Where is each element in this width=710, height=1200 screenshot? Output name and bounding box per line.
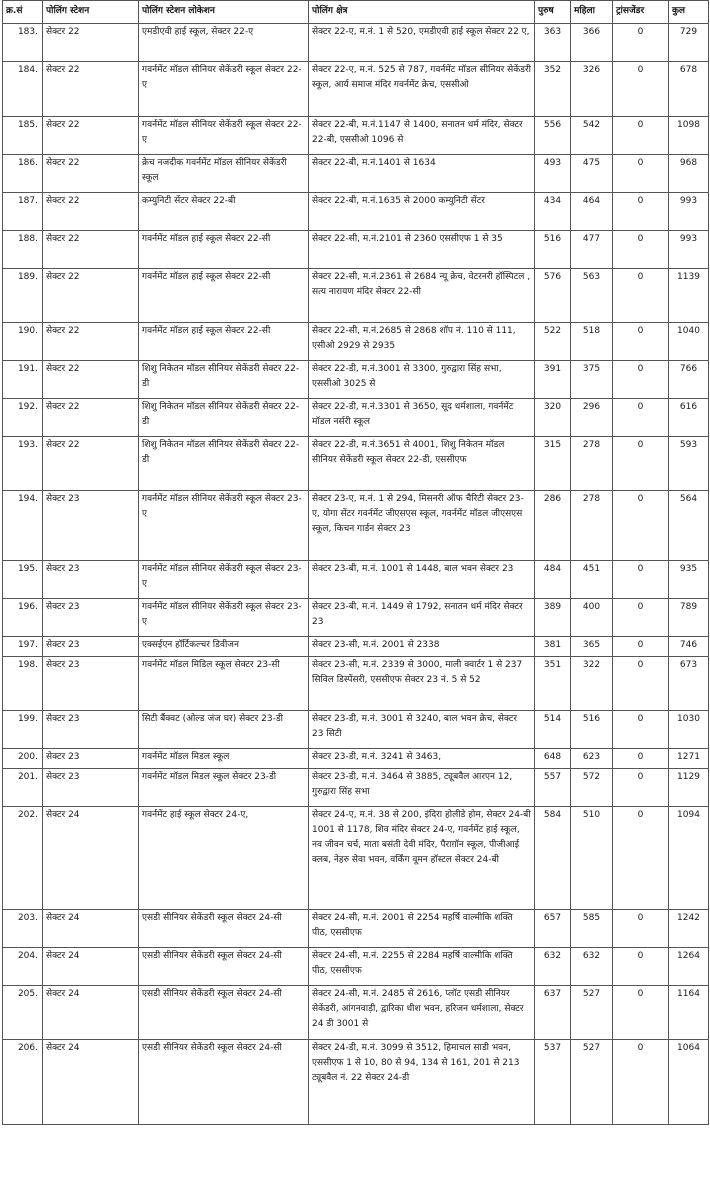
male-count-cell: 637 xyxy=(535,986,571,1040)
table-row xyxy=(3,193,709,231)
female-count-cell: 475 xyxy=(571,155,613,193)
serial-cell: 192. xyxy=(3,399,43,437)
transgender-count-cell: 0 xyxy=(613,769,669,807)
station-cell: सेक्टर 22 xyxy=(43,399,139,437)
location-cell: गवर्नमेंट मॉडल मिडल स्कूल xyxy=(139,749,309,769)
male-count-cell: 657 xyxy=(535,910,571,948)
transgender-count-cell: 0 xyxy=(613,269,669,323)
header-serial: क्र.सं xyxy=(3,1,43,24)
female-count-cell: 366 xyxy=(571,24,613,62)
total-count-cell: 1139 xyxy=(669,269,709,323)
serial-cell: 189. xyxy=(3,269,43,323)
serial-cell: 205. xyxy=(3,986,43,1040)
total-count-cell: 766 xyxy=(669,361,709,399)
female-count-cell: 542 xyxy=(571,117,613,155)
total-count-cell: 993 xyxy=(669,193,709,231)
transgender-count-cell: 0 xyxy=(613,361,669,399)
table-row xyxy=(3,361,709,399)
total-count-cell: 993 xyxy=(669,231,709,269)
location-cell: शिशु निकेतन मॉडल सीनियर सेकेंडरी सेक्टर 22-डी xyxy=(139,437,309,491)
transgender-count-cell: 0 xyxy=(613,1040,669,1125)
total-count-cell: 593 xyxy=(669,437,709,491)
area-cell: सेक्टर 22-डी, म.नं.3001 से 3300, गुरुद्वारा सिंह सभा, एससीओ 3025 से xyxy=(309,361,535,399)
female-count-cell: 400 xyxy=(571,599,613,637)
male-count-cell: 493 xyxy=(535,155,571,193)
location-cell: गवर्नमेंट मॉडल सीनियर सेकेंडरी स्कूल सेक्टर 23-ए xyxy=(139,599,309,637)
table-row xyxy=(3,561,709,599)
header-location: पोलिंग स्टेशन लोकेशन xyxy=(139,1,309,24)
table-row xyxy=(3,749,709,769)
male-count-cell: 522 xyxy=(535,323,571,361)
station-cell: सेक्टर 22 xyxy=(43,269,139,323)
header-male: पुरुष xyxy=(535,1,571,24)
location-cell: एसडी सीनियर सेकेंडरी स्कूल सेक्टर 24-सी xyxy=(139,986,309,1040)
header-total: कुल xyxy=(669,1,709,24)
table-row xyxy=(3,231,709,269)
table-row xyxy=(3,637,709,657)
male-count-cell: 381 xyxy=(535,637,571,657)
location-cell: क्रेच नजदीक गवर्नमेंट मॉडल सीनियर सेकेंडरी स्कूल xyxy=(139,155,309,193)
station-cell: सेक्टर 23 xyxy=(43,637,139,657)
female-count-cell: 375 xyxy=(571,361,613,399)
location-cell: गवर्नमेंट हाई स्कूल सेक्टर 24-ए, xyxy=(139,807,309,910)
transgender-count-cell: 0 xyxy=(613,24,669,62)
transgender-count-cell: 0 xyxy=(613,749,669,769)
transgender-count-cell: 0 xyxy=(613,193,669,231)
transgender-count-cell: 0 xyxy=(613,231,669,269)
transgender-count-cell: 0 xyxy=(613,155,669,193)
table-row xyxy=(3,807,709,910)
male-count-cell: 516 xyxy=(535,231,571,269)
transgender-count-cell: 0 xyxy=(613,117,669,155)
male-count-cell: 352 xyxy=(535,62,571,117)
male-count-cell: 584 xyxy=(535,807,571,910)
table-row xyxy=(3,399,709,437)
serial-cell: 187. xyxy=(3,193,43,231)
station-cell: सेक्टर 23 xyxy=(43,491,139,561)
table-row xyxy=(3,62,709,117)
total-count-cell: 968 xyxy=(669,155,709,193)
serial-cell: 195. xyxy=(3,561,43,599)
transgender-count-cell: 0 xyxy=(613,910,669,948)
serial-cell: 186. xyxy=(3,155,43,193)
female-count-cell: 451 xyxy=(571,561,613,599)
station-cell: सेक्टर 22 xyxy=(43,193,139,231)
transgender-count-cell: 0 xyxy=(613,62,669,117)
location-cell: गवर्नमेंट मॉडल हाई स्कूल सेक्टर 22-सी xyxy=(139,269,309,323)
location-cell: गवर्नमेंट मॉडल हाई स्कूल सेक्टर 22-सी xyxy=(139,231,309,269)
male-count-cell: 537 xyxy=(535,1040,571,1125)
area-cell: सेक्टर 23-बी, म.नं. 1449 से 1792, सनातन धर्म मंदिर सेक्टर 23 xyxy=(309,599,535,637)
male-count-cell: 315 xyxy=(535,437,571,491)
transgender-count-cell: 0 xyxy=(613,599,669,637)
male-count-cell: 320 xyxy=(535,399,571,437)
table-row xyxy=(3,437,709,491)
female-count-cell: 632 xyxy=(571,948,613,986)
female-count-cell: 326 xyxy=(571,62,613,117)
area-cell: सेक्टर 23-डी, म.नं. 3464 से 3885, ट्यूबवैल आरएन 12, गुरुद्वारा सिंह सभा xyxy=(309,769,535,807)
station-cell: सेक्टर 23 xyxy=(43,711,139,749)
female-count-cell: 477 xyxy=(571,231,613,269)
total-count-cell: 1271 xyxy=(669,749,709,769)
station-cell: सेक्टर 22 xyxy=(43,155,139,193)
serial-cell: 206. xyxy=(3,1040,43,1125)
serial-cell: 183. xyxy=(3,24,43,62)
female-count-cell: 278 xyxy=(571,437,613,491)
area-cell: सेक्टर 24-ए, म.नं. 38 से 200, इंदिरा होलीडे होम, सेक्टर 24-बी 1001 से 1178, शिव मंदिर सेक्टर 24-ए, गवर्नमेंट हाई स्कूल, नव जीवन चर्च, माता बसंती देवी मंदिर, पैराग़ॉन स्कूल, पीजीआई क्लब, नेहरु सेवा भवन, वर्किंग वूमन हॉस्टल सेक्टर 24-बी xyxy=(309,807,535,910)
table-row xyxy=(3,986,709,1040)
header-station: पोलिंग स्टेशन xyxy=(43,1,139,24)
total-count-cell: 673 xyxy=(669,657,709,711)
area-cell: सेक्टर 22-डी, म.नं.3651 से 4001, शिशु निकेतन मॉडल सीनियर सेकेंडरी स्कूल सेक्टर 22-डी, एससीएफ xyxy=(309,437,535,491)
location-cell: एक्सईएन हॉर्टिकल्चर डिवीजन xyxy=(139,637,309,657)
location-cell: शिशु निकेतन मॉडल सीनियर सेकेंडरी सेक्टर 22-डी xyxy=(139,361,309,399)
station-cell: सेक्टर 23 xyxy=(43,769,139,807)
total-count-cell: 729 xyxy=(669,24,709,62)
female-count-cell: 527 xyxy=(571,1040,613,1125)
male-count-cell: 557 xyxy=(535,769,571,807)
transgender-count-cell: 0 xyxy=(613,807,669,910)
area-cell: सेक्टर 22-सी, म.नं.2685 से 2868 शॉप नं. 110 से 111, एसीओ 2929 से 2935 xyxy=(309,323,535,361)
area-cell: सेक्टर 23-डी, म.नं. 3241 से 3463, xyxy=(309,749,535,769)
transgender-count-cell: 0 xyxy=(613,399,669,437)
serial-cell: 198. xyxy=(3,657,43,711)
transgender-count-cell: 0 xyxy=(613,437,669,491)
serial-cell: 200. xyxy=(3,749,43,769)
total-count-cell: 746 xyxy=(669,637,709,657)
serial-cell: 197. xyxy=(3,637,43,657)
transgender-count-cell: 0 xyxy=(613,948,669,986)
station-cell: सेक्टर 22 xyxy=(43,361,139,399)
female-count-cell: 278 xyxy=(571,491,613,561)
area-cell: सेक्टर 22-सी, म.नं.2101 से 2360 एससीएफ 1 से 35 xyxy=(309,231,535,269)
station-cell: सेक्टर 23 xyxy=(43,599,139,637)
table-row xyxy=(3,155,709,193)
location-cell: एसडी सीनियर सेकेंडरी स्कूल सेक्टर 24-सी xyxy=(139,1040,309,1125)
table-row xyxy=(3,711,709,749)
male-count-cell: 648 xyxy=(535,749,571,769)
station-cell: सेक्टर 22 xyxy=(43,24,139,62)
serial-cell: 202. xyxy=(3,807,43,910)
female-count-cell: 322 xyxy=(571,657,613,711)
station-cell: सेक्टर 24 xyxy=(43,910,139,948)
station-cell: सेक्टर 24 xyxy=(43,948,139,986)
total-count-cell: 1064 xyxy=(669,1040,709,1125)
table-row xyxy=(3,269,709,323)
table-row xyxy=(3,599,709,637)
header-area: पोलिंग क्षेत्र xyxy=(309,1,535,24)
female-count-cell: 518 xyxy=(571,323,613,361)
station-cell: सेक्टर 22 xyxy=(43,62,139,117)
area-cell: सेक्टर 24-डी, म.नं. 3099 से 3512, हिमाचल साडी भवन, एससीएफ 1 से 10, 80 से 94, 134 से 161, 201 से 213 ट्यूबवैल नं. 22 सेक्टर 24-डी xyxy=(309,1040,535,1125)
transgender-count-cell: 0 xyxy=(613,323,669,361)
area-cell: सेक्टर 23-सी, म.नं. 2339 से 3000, माली क्वार्टर 1 से 237 सिविल डिस्पेंसरी, एससीएफ सेक्टर 23 नं. 5 से 52 xyxy=(309,657,535,711)
female-count-cell: 464 xyxy=(571,193,613,231)
male-count-cell: 286 xyxy=(535,491,571,561)
total-count-cell: 1242 xyxy=(669,910,709,948)
transgender-count-cell: 0 xyxy=(613,711,669,749)
total-count-cell: 789 xyxy=(669,599,709,637)
transgender-count-cell: 0 xyxy=(613,491,669,561)
serial-cell: 204. xyxy=(3,948,43,986)
header-transgender: ट्रांसजेंडर xyxy=(613,1,669,24)
location-cell: गवर्नमेंट मॉडल सीनियर सेकेंडरी स्कूल सेक्टर 22-ए xyxy=(139,117,309,155)
serial-cell: 193. xyxy=(3,437,43,491)
male-count-cell: 434 xyxy=(535,193,571,231)
female-count-cell: 585 xyxy=(571,910,613,948)
location-cell: गवर्नमेंट मॉडल सीनियर सेकेंडरी स्कूल सेक्टर 22-ए xyxy=(139,62,309,117)
polling-stations-table xyxy=(2,0,709,1125)
location-cell: शिशु निकेतन मॉडल सीनियर सेकेंडरी सेक्टर 22-डी xyxy=(139,399,309,437)
female-count-cell: 516 xyxy=(571,711,613,749)
station-cell: सेक्टर 23 xyxy=(43,749,139,769)
male-count-cell: 576 xyxy=(535,269,571,323)
male-count-cell: 391 xyxy=(535,361,571,399)
male-count-cell: 389 xyxy=(535,599,571,637)
female-count-cell: 296 xyxy=(571,399,613,437)
area-cell: सेक्टर 24-सी, म.नं. 2255 से 2284 महर्षि वाल्मीकि शक्ति पीठ, एससीएफ xyxy=(309,948,535,986)
serial-cell: 203. xyxy=(3,910,43,948)
table-row xyxy=(3,323,709,361)
location-cell: एसडी सीनियर सेकेंडरी स्कूल सेक्टर 24-सी xyxy=(139,948,309,986)
serial-cell: 196. xyxy=(3,599,43,637)
total-count-cell: 1264 xyxy=(669,948,709,986)
table-row xyxy=(3,948,709,986)
serial-cell: 199. xyxy=(3,711,43,749)
area-cell: सेक्टर 22-बी, म.नं.1147 से 1400, सनातन धर्म मंदिर, सेक्टर 22-बी, एससीओ 1096 से xyxy=(309,117,535,155)
location-cell: गवर्नमेंट मॉडल सीनियर सेकेंडरी स्कूल सेक्टर 23-ए xyxy=(139,491,309,561)
total-count-cell: 616 xyxy=(669,399,709,437)
station-cell: सेक्टर 23 xyxy=(43,657,139,711)
table-row xyxy=(3,491,709,561)
male-count-cell: 351 xyxy=(535,657,571,711)
table-row xyxy=(3,769,709,807)
area-cell: सेक्टर 24-सी, म.नं. 2001 से 2254 महर्षि वाल्मीकि शक्ति पीठ, एससीएफ xyxy=(309,910,535,948)
serial-cell: 185. xyxy=(3,117,43,155)
male-count-cell: 632 xyxy=(535,948,571,986)
table-row xyxy=(3,1040,709,1125)
total-count-cell: 564 xyxy=(669,491,709,561)
location-cell: गवर्नमेंट मॉडल मिडिल स्कूल सेक्टर 23-सी xyxy=(139,657,309,711)
area-cell: सेक्टर 22-बी, म.नं.1635 से 2000 कम्युनिटी सेंटर xyxy=(309,193,535,231)
transgender-count-cell: 0 xyxy=(613,637,669,657)
serial-cell: 188. xyxy=(3,231,43,269)
area-cell: सेक्टर 23-डी, म.नं. 3001 से 3240, बाल भवन क्रेच, सेक्टर 23 सिटी xyxy=(309,711,535,749)
serial-cell: 194. xyxy=(3,491,43,561)
area-cell: सेक्टर 22-ए, म.नं. 1 से 520, एमडीएवी हाई स्कूल सेक्टर 22 ए, xyxy=(309,24,535,62)
table-body xyxy=(3,24,709,1125)
transgender-count-cell: 0 xyxy=(613,561,669,599)
station-cell: सेक्टर 22 xyxy=(43,323,139,361)
serial-cell: 190. xyxy=(3,323,43,361)
location-cell: कम्युनिटी सेंटर सेक्टर 22-बी xyxy=(139,193,309,231)
male-count-cell: 484 xyxy=(535,561,571,599)
location-cell: गवर्नमेंट मॉडल मिडल स्कूल सेक्टर 23-डी xyxy=(139,769,309,807)
total-count-cell: 1098 xyxy=(669,117,709,155)
station-cell: सेक्टर 23 xyxy=(43,561,139,599)
total-count-cell: 1164 xyxy=(669,986,709,1040)
station-cell: सेक्टर 24 xyxy=(43,807,139,910)
transgender-count-cell: 0 xyxy=(613,986,669,1040)
table-row xyxy=(3,910,709,948)
area-cell: सेक्टर 23-ए, म.नं. 1 से 294, मिसनरी ऑफ चैरिटी सेक्टर 23-ए, योगा सेंटर गवर्नमेंट जीएसएस स्कूल, गवर्नमेंट मॉडल जीएसएस स्कूल, किचन गार्डन सेक्टर 23 xyxy=(309,491,535,561)
male-count-cell: 514 xyxy=(535,711,571,749)
female-count-cell: 527 xyxy=(571,986,613,1040)
station-cell: सेक्टर 22 xyxy=(43,437,139,491)
table-row xyxy=(3,24,709,62)
male-count-cell: 556 xyxy=(535,117,571,155)
total-count-cell: 1030 xyxy=(669,711,709,749)
area-cell: सेक्टर 24-सी, म.नं. 2485 से 2616, प्लॉट एसडी सीनियर सेकेंडरी, आंगनवाड़ी, द्वारिका धीश भवन, हरिजन धर्मशाला, सेक्टर 24 डी 3001 से xyxy=(309,986,535,1040)
location-cell: एसडी सीनियर सेकेंडरी स्कूल सेक्टर 24-सी xyxy=(139,910,309,948)
area-cell: सेक्टर 22-बी, म.नं.1401 से 1634 xyxy=(309,155,535,193)
area-cell: सेक्टर 23-बी, म.नं. 1001 से 1448, बाल भवन सेक्टर 23 xyxy=(309,561,535,599)
area-cell: सेक्टर 23-सी, म.नं. 2001 से 2338 xyxy=(309,637,535,657)
total-count-cell: 1129 xyxy=(669,769,709,807)
area-cell: सेक्टर 22-डी, म.नं.3301 से 3650, सूद धर्मशाला, गवर्नमेंट मॉडल नर्सरी स्कूल xyxy=(309,399,535,437)
header-row xyxy=(3,1,709,24)
female-count-cell: 623 xyxy=(571,749,613,769)
total-count-cell: 935 xyxy=(669,561,709,599)
station-cell: सेक्टर 22 xyxy=(43,231,139,269)
female-count-cell: 572 xyxy=(571,769,613,807)
location-cell: सिटी बैंक्वट (ओल्ड जंज घर) सेक्टर 23-डी xyxy=(139,711,309,749)
female-count-cell: 365 xyxy=(571,637,613,657)
location-cell: एमडीएवी हाई स्कूल, सेक्टर 22-ए xyxy=(139,24,309,62)
table-row xyxy=(3,657,709,711)
station-cell: सेक्टर 24 xyxy=(43,986,139,1040)
female-count-cell: 563 xyxy=(571,269,613,323)
male-count-cell: 363 xyxy=(535,24,571,62)
area-cell: सेक्टर 22-सी, म.नं.2361 से 2684 न्यू क्रेच, वेटरनरी हॉस्पिटल , सत्य नारायण मंदिर सेक्टर 22-सी xyxy=(309,269,535,323)
location-cell: गवर्नमेंट मॉडल हाई स्कूल सेक्टर 22-सी xyxy=(139,323,309,361)
location-cell: गवर्नमेंट मॉडल सीनियर सेकेंडरी स्कूल सेक्टर 23-ए xyxy=(139,561,309,599)
total-count-cell: 1094 xyxy=(669,807,709,910)
serial-cell: 201. xyxy=(3,769,43,807)
table-row xyxy=(3,117,709,155)
area-cell: सेक्टर 22-ए, म.नं. 525 से 787, गवर्नमेंट मॉडल सीनियर सेकेंडरी स्कूल, आर्य समाज मंदिर गवर्नमेंट क्रेच, एससीओ xyxy=(309,62,535,117)
total-count-cell: 678 xyxy=(669,62,709,117)
serial-cell: 184. xyxy=(3,62,43,117)
total-count-cell: 1040 xyxy=(669,323,709,361)
station-cell: सेक्टर 22 xyxy=(43,117,139,155)
serial-cell: 191. xyxy=(3,361,43,399)
station-cell: सेक्टर 24 xyxy=(43,1040,139,1125)
female-count-cell: 510 xyxy=(571,807,613,910)
header-female: महिला xyxy=(571,1,613,24)
transgender-count-cell: 0 xyxy=(613,657,669,711)
